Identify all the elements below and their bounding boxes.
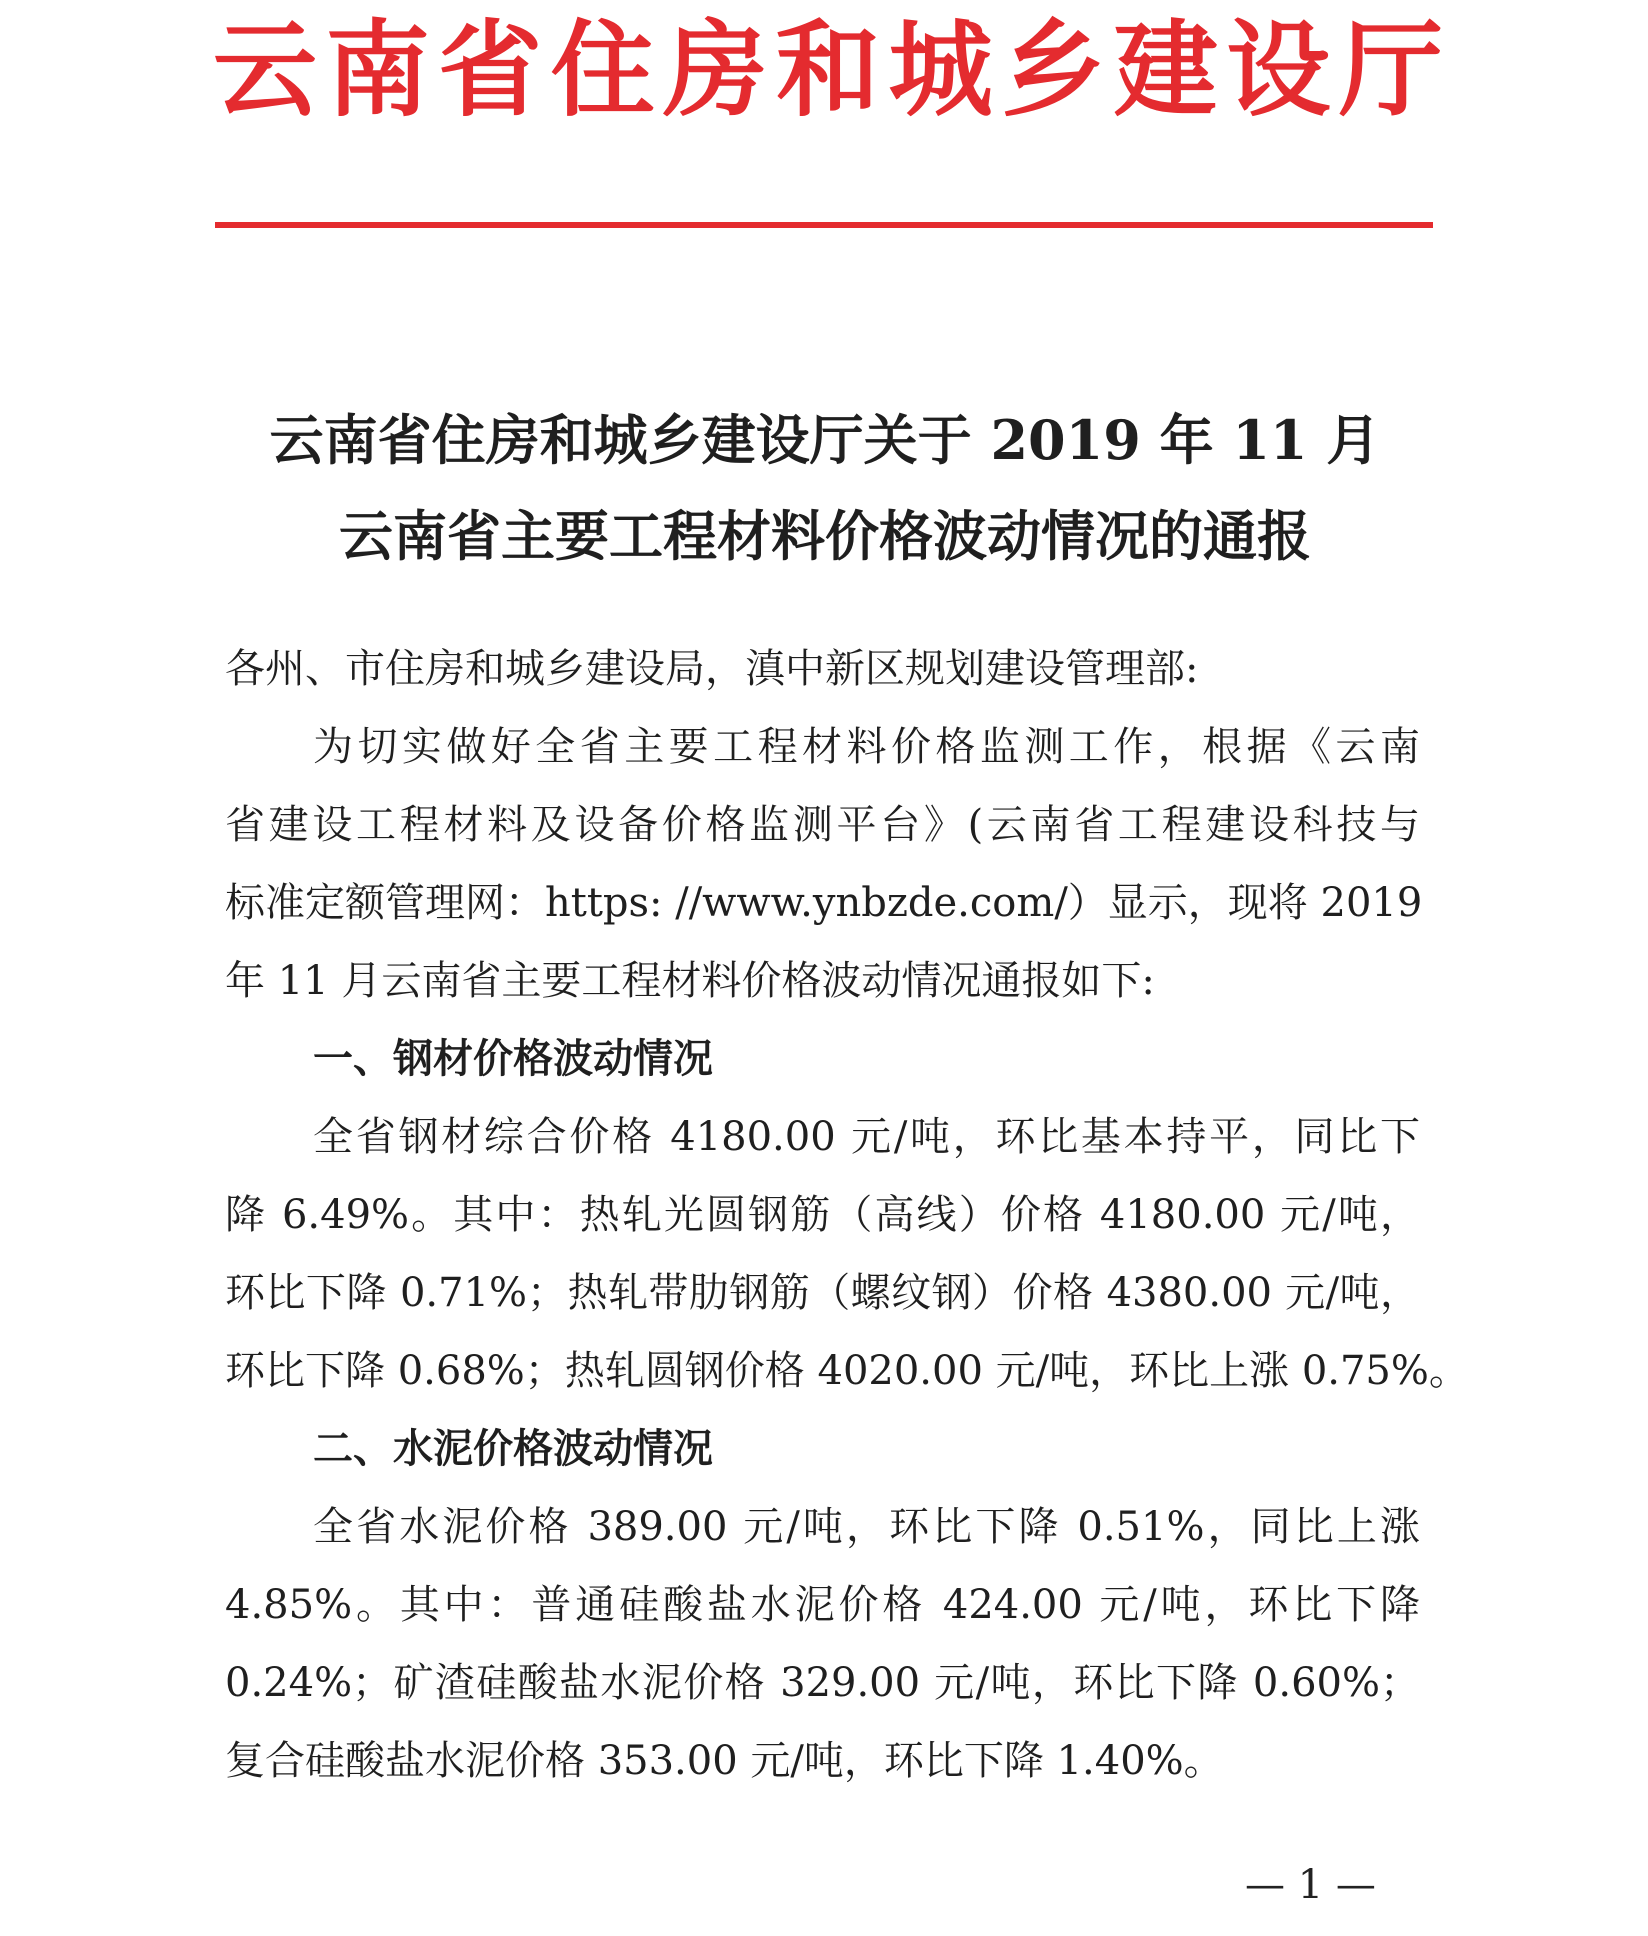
- letterhead-char: 省: [438, 9, 543, 131]
- letterhead-char: 南: [325, 9, 430, 131]
- letterhead-char: 城: [888, 9, 993, 131]
- paragraph-line: 环比下降 0.68%；热轧圆钢价格 4020.00 元/吨，环比上涨 0.75%。: [225, 1348, 1469, 1394]
- paragraph-line: 为切实做好全省主要工程材料价格监测工作，根据《云南: [313, 724, 1420, 770]
- paragraph-line: 0.24%；矿渣硅酸盐水泥价格 329.00 元/吨，环比下降 0.60%；: [225, 1660, 1420, 1706]
- salutation-text: 各州、市住房和城乡建设局，滇中新区规划建设管理部:: [225, 646, 1199, 692]
- paragraph-line: 环比下降 0.71%；热轧带肋钢筋（螺纹钢）价格 4380.00 元/吨，: [225, 1270, 1420, 1316]
- cement-paragraph: [225, 1488, 1420, 1800]
- letterhead-char: 建: [1113, 9, 1218, 131]
- page-number: — 1 —: [1245, 1862, 1376, 1908]
- document-title-line-1: 云南省住房和城乡建设厅关于 2019 年 11 月: [269, 408, 1381, 472]
- document-title-line-2: 云南省主要工程材料价格波动情况的通报: [339, 504, 1311, 568]
- section-heading-cement: 二、水泥价格波动情况: [313, 1426, 713, 1472]
- letterhead-char: 设: [1226, 9, 1331, 131]
- intro-paragraph: [225, 708, 1423, 1020]
- letterhead-divider: [215, 222, 1433, 228]
- steel-paragraph: [225, 1098, 1469, 1410]
- letterhead-char: 和: [775, 9, 880, 131]
- letterhead-char: 厅: [1338, 9, 1443, 131]
- paragraph-line: 省建设工程材料及设备价格监测平台》(云南省工程建设科技与: [225, 802, 1420, 848]
- letterhead-char: 住: [550, 9, 655, 131]
- section-heading-steel: 一、钢材价格波动情况: [313, 1036, 713, 1082]
- paragraph-line: 降 6.49%。其中：热轧光圆钢筋（高线）价格 4180.00 元/吨，: [225, 1192, 1420, 1238]
- paragraph-line: 全省钢材综合价格 4180.00 元/吨，环比基本持平，同比下: [313, 1114, 1420, 1160]
- letterhead-char: 云: [213, 9, 318, 131]
- letterhead-char: 房: [663, 9, 768, 131]
- paragraph-line: 年 11 月云南省主要工程材料价格波动情况通报如下:: [225, 958, 1155, 1004]
- letterhead: [213, 10, 1443, 130]
- paragraph-line: 标准定额管理网：https: //www.ynbzde.com/）显示，现将 2019: [225, 880, 1423, 926]
- paragraph-line: 4.85%。其中：普通硅酸盐水泥价格 424.00 元/吨，环比下降: [225, 1582, 1420, 1628]
- letterhead-char: 乡: [1001, 9, 1106, 131]
- paragraph-line: 复合硅酸盐水泥价格 353.00 元/吨，环比下降 1.40%。: [225, 1738, 1224, 1784]
- paragraph-line: 全省水泥价格 389.00 元/吨，环比下降 0.51%，同比上涨: [313, 1504, 1420, 1550]
- salutation: [225, 630, 1420, 708]
